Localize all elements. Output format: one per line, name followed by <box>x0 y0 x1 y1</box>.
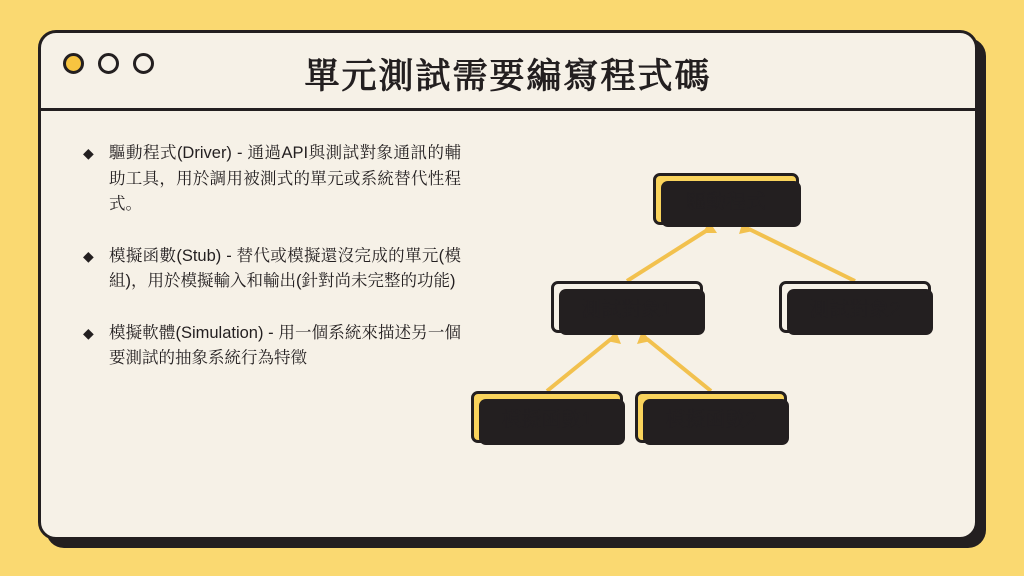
window-titlebar <box>41 33 975 111</box>
diagram-node-label: 模擬函數2 <box>665 408 757 431</box>
diagram-node-stub1[interactable] <box>471 391 623 443</box>
list-item <box>71 321 461 372</box>
list-item <box>71 141 461 218</box>
bullet-list <box>71 141 461 398</box>
diagram-node-label: 驅動程式 <box>686 190 766 213</box>
diagram-node-label: 模擬函數1 <box>501 408 593 431</box>
list-item-text: 模擬函數(Stub) - 替代或模擬還沒完成的單元(模組)，用於模擬輸入和輸出(針對尚未完整的功能) <box>109 246 461 291</box>
list-item-text: 模擬軟體(Simulation) - 用一個系統來描述另一個要測試的抽象系統行為特徵 <box>109 323 461 368</box>
diagram-area <box>461 133 961 493</box>
list-item <box>71 244 461 295</box>
diagram-node-stub2[interactable] <box>635 391 787 443</box>
diagram-node-label: 測試對象1 <box>581 298 673 321</box>
diagram-node-target2[interactable] <box>779 281 931 333</box>
bullet-marker-icon: ◆ <box>83 247 94 264</box>
diagram-node-driver[interactable] <box>653 173 799 225</box>
list-item-text: 驅動程式(Driver) - 通過API與測試對象通訊的輔助工具，用於調用被測式的單元或系統替代性程式。 <box>109 144 461 214</box>
page-title: 單元測試需要編寫程式碼 <box>304 56 712 97</box>
window-card <box>38 30 978 540</box>
bullet-marker-icon: ◆ <box>83 324 94 341</box>
diagram-node-label: 測試對象2 <box>809 298 901 321</box>
bullet-marker-icon: ◆ <box>83 145 94 161</box>
diagram-node-target1[interactable] <box>551 281 703 333</box>
